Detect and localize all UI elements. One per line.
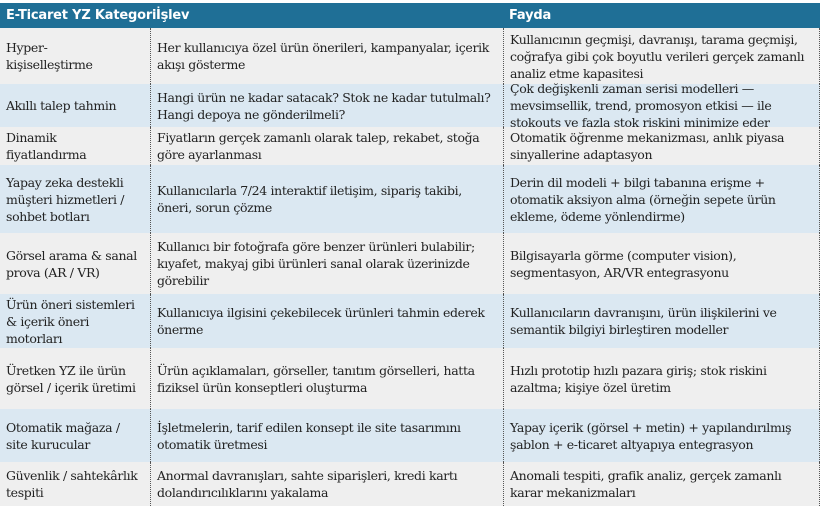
benefit-cell: Çok değişkenli zaman serisi modelleri — mevsimsellik, trend, promosyon etkisi — ile stokouts ve fazla stok riskini minimize eder — [503, 84, 820, 127]
header-benefit: Fayda — [509, 8, 552, 23]
category-cell: Akıllı talep tahmin — [6, 98, 117, 113]
function-cell: Anormal davranışları, sahte siparişleri, kredi kartı dolandırıcılıklarını yakalama — [150, 462, 503, 506]
category-cell: Dinamik fiyatlandırma — [6, 130, 87, 162]
category-cell: Yapay zeka destekli müşteri hizmetleri / sohbet botları — [6, 174, 125, 224]
function-cell: İşletmelerin, tarif edilen konsept ile site tasarımını otomatik üretmesi — [150, 409, 503, 462]
function-cell: Kullanıcı bir fotoğrafa göre benzer ürünleri bulabilir; kıyafet, makyaj gibi ürünleri sanal olarak üzerinizde görebilir — [150, 233, 503, 294]
function-cell: Ürün açıklamaları, görseller, tanıtım görselleri, hatta fiziksel ürün konseptleri oluşturma — [150, 348, 503, 409]
function-cell: Hangi ürün ne kadar satacak? Stok ne kadar tutulmalı? Hangi depoya ne gönderilmeli? — [150, 84, 503, 127]
category-cell: Üretken YZ ile ürün görsel / içerik üretimi — [6, 362, 136, 395]
category-cell: Ürün öneri sistemleri & içerik öneri motorları — [6, 296, 135, 346]
table-row — [0, 165, 820, 233]
category-cell: Otomatik mağaza / site kurucular — [6, 419, 120, 452]
function-cell: Kullanıcıya ilgisini çekebilecek ürünleri tahmin ederek önerme — [150, 294, 503, 348]
benefit-cell: Hızlı prototip hızlı pazara giriş; stok riskini azaltma; kişiye özel üretim — [503, 348, 820, 409]
function-cell: Kullanıcılarla 7/24 interaktif iletişim, sipariş takibi, öneri, sorun çözme — [150, 165, 503, 233]
benefit-cell: Bilgisayarla görme (computer vision), segmentasyon, AR/VR entegrasyonu — [503, 233, 820, 294]
category-cell: Görsel arama & sanal prova (AR / VR) — [6, 247, 137, 280]
table-row — [0, 28, 820, 84]
benefit-cell: Derin dil modeli + bilgi tabanına erişme + otomatik aksiyon alma (örneğin sepete ürün ekleme, ödeme yönlendirme) — [503, 165, 820, 233]
function-cell: Fiyatların gerçek zamanlı olarak talep, rekabet, stoğa göre ayarlanması — [150, 127, 503, 165]
table-row — [0, 348, 820, 409]
benefit-cell: Kullanıcının geçmişi, davranışı, tarama geçmişi, coğrafya gibi çok boyutlu verileri gerçek zamanlı analiz etme kapasitesi — [503, 28, 820, 84]
benefit-cell: Yapay içerik (görsel + metin) + yapılandırılmış şablon + e-ticaret altyapıya entegrasyon — [503, 409, 820, 462]
benefit-cell: Anomali tespiti, grafik analiz, gerçek zamanlı karar mekanizmaları — [503, 462, 820, 506]
table-row — [0, 127, 820, 165]
table-row — [0, 81, 820, 130]
header-category: E-Ticaret YZ Kategori — [6, 8, 157, 23]
benefit-cell: Otomatik öğrenme mekanizması, anlık piyasa sinyallerine adaptasyon — [503, 127, 820, 165]
benefit-cell: Kullanıcıların davranışını, ürün ilişkilerini ve semantik bilgiyi birleştiren modeller — [503, 294, 820, 348]
table-header — [0, 3, 820, 28]
category-cell: Güvenlik / sahtekârlık tespiti — [6, 468, 138, 500]
table-row — [0, 294, 820, 348]
function-cell: Her kullanıcıya özel ürün önerileri, kampanyalar, içerik akışı gösterme — [150, 28, 503, 84]
category-cell: Hyper-kişiselleştirme — [6, 40, 93, 72]
table-row — [0, 233, 820, 294]
header-function: İşlev — [156, 8, 190, 23]
table-row — [0, 409, 820, 462]
ecommerce-ai-table — [0, 3, 820, 506]
table-row — [0, 462, 820, 506]
